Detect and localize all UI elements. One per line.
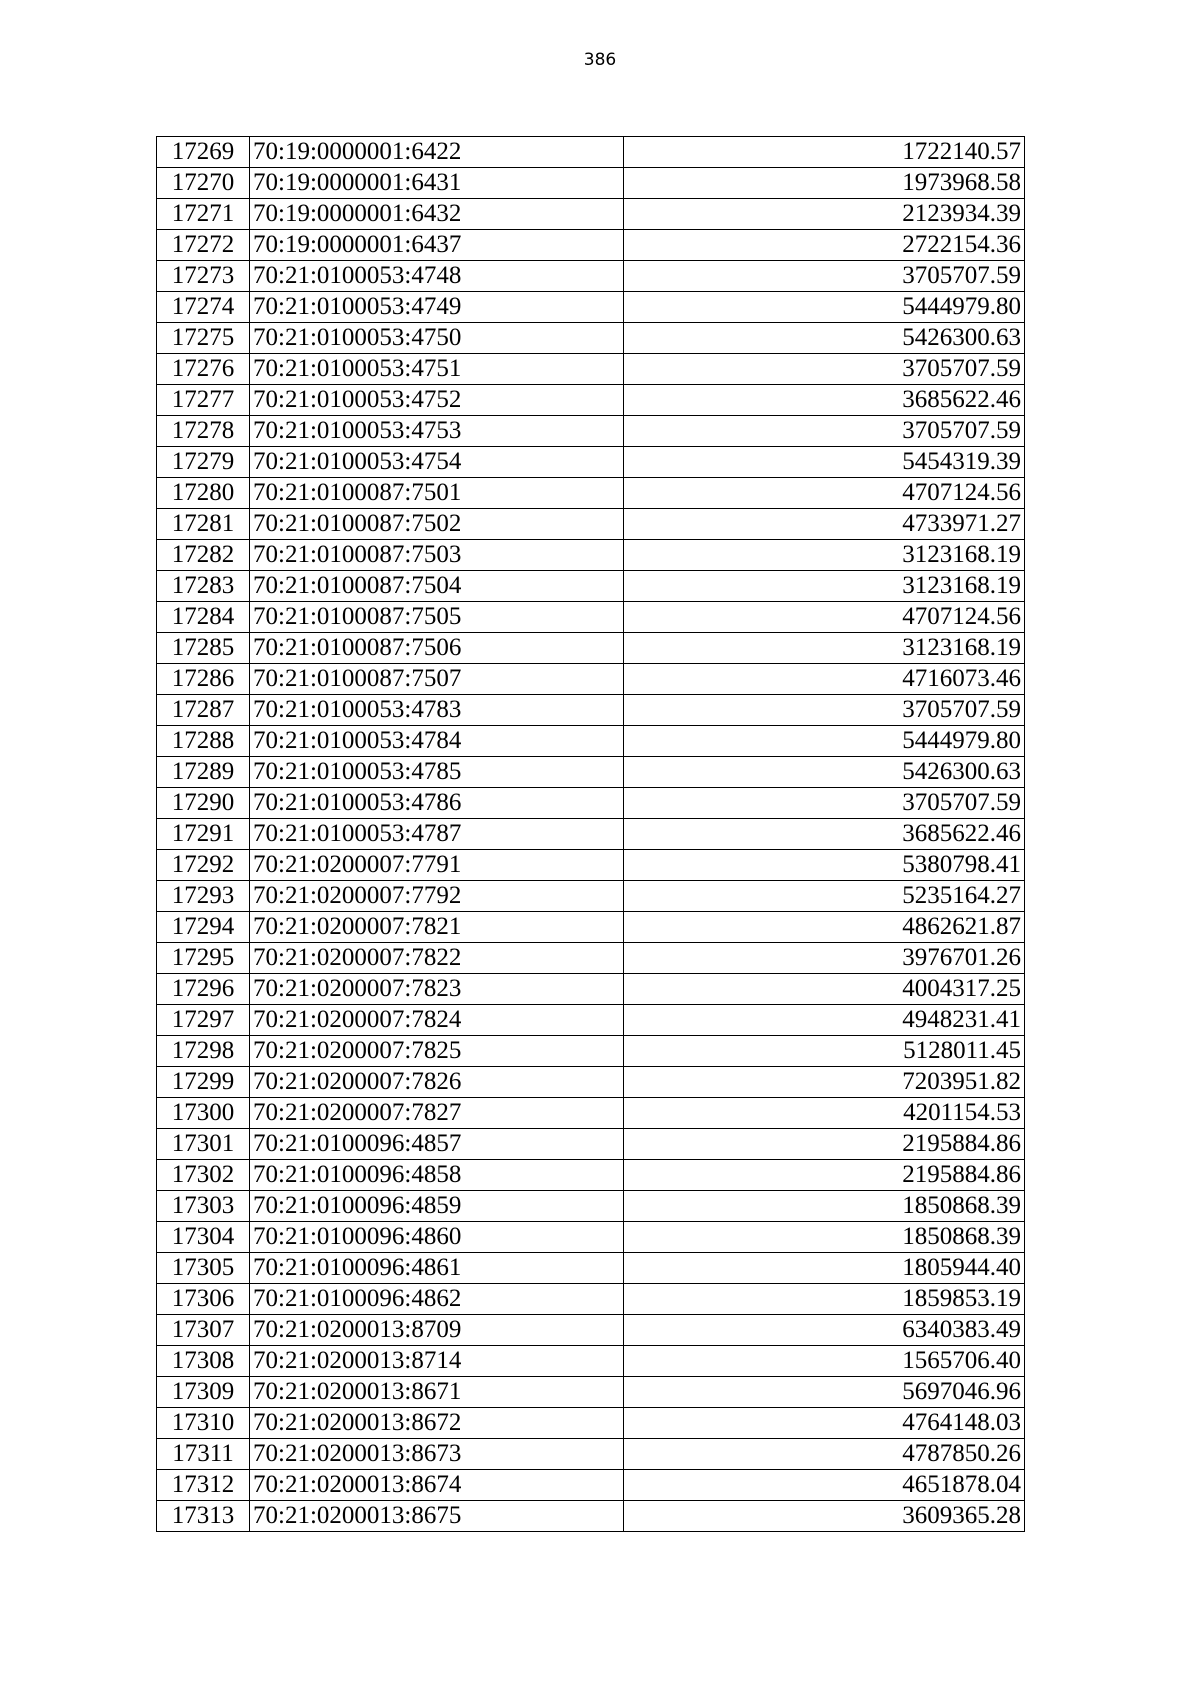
row-number-cell: 17303 (157, 1191, 250, 1222)
cadastral-value-cell: 1565706.40 (624, 1346, 1025, 1377)
table-row (157, 385, 1025, 416)
cadastral-value-cell: 4733971.27 (624, 509, 1025, 540)
row-number-cell: 17313 (157, 1501, 250, 1532)
row-number-cell: 17300 (157, 1098, 250, 1129)
cadastral-value-cell: 5128011.45 (624, 1036, 1025, 1067)
table-row (157, 881, 1025, 912)
cadastral-number-cell: 70:21:0100087:7505 (250, 602, 624, 633)
cadastral-number-cell: 70:21:0200007:7826 (250, 1067, 624, 1098)
row-number-cell: 17307 (157, 1315, 250, 1346)
row-number-cell: 17297 (157, 1005, 250, 1036)
row-number-cell: 17288 (157, 726, 250, 757)
row-number-cell: 17305 (157, 1253, 250, 1284)
row-number-cell: 17281 (157, 509, 250, 540)
table-row (157, 1253, 1025, 1284)
table-row (157, 478, 1025, 509)
cadastral-number-cell: 70:21:0200013:8671 (250, 1377, 624, 1408)
cadastral-value-cell: 2195884.86 (624, 1129, 1025, 1160)
row-number-cell: 17306 (157, 1284, 250, 1315)
table-row (157, 633, 1025, 664)
table-row (157, 1222, 1025, 1253)
row-number-cell: 17304 (157, 1222, 250, 1253)
table-row (157, 1377, 1025, 1408)
table-row (157, 1191, 1025, 1222)
row-number-cell: 17279 (157, 447, 250, 478)
table-row (157, 788, 1025, 819)
cadastral-number-cell: 70:21:0100096:4859 (250, 1191, 624, 1222)
cadastral-value-cell: 4862621.87 (624, 912, 1025, 943)
cadastral-number-cell: 70:21:0100087:7502 (250, 509, 624, 540)
table-row (157, 1005, 1025, 1036)
cadastral-value-cell: 7203951.82 (624, 1067, 1025, 1098)
cadastral-value-cell: 3705707.59 (624, 788, 1025, 819)
cadastral-value-cell: 4764148.03 (624, 1408, 1025, 1439)
cadastral-number-cell: 70:21:0200013:8672 (250, 1408, 624, 1439)
cadastral-number-cell: 70:21:0100087:7503 (250, 540, 624, 571)
cadastral-number-cell: 70:21:0200007:7823 (250, 974, 624, 1005)
cadastral-value-cell: 5235164.27 (624, 881, 1025, 912)
cadastral-value-cell: 1859853.19 (624, 1284, 1025, 1315)
row-number-cell: 17299 (157, 1067, 250, 1098)
cadastral-number-cell: 70:21:0100087:7504 (250, 571, 624, 602)
cadastral-value-cell: 5697046.96 (624, 1377, 1025, 1408)
table-row (157, 819, 1025, 850)
cadastral-number-cell: 70:21:0100053:4787 (250, 819, 624, 850)
cadastral-number-cell: 70:21:0100053:4748 (250, 261, 624, 292)
cadastral-value-cell: 6340383.49 (624, 1315, 1025, 1346)
cadastral-number-cell: 70:21:0100096:4861 (250, 1253, 624, 1284)
cadastral-value-cell: 3705707.59 (624, 261, 1025, 292)
table-row (157, 509, 1025, 540)
table-row (157, 416, 1025, 447)
table-row (157, 726, 1025, 757)
row-number-cell: 17293 (157, 881, 250, 912)
cadastral-value-cell: 3705707.59 (624, 416, 1025, 447)
table-row (157, 292, 1025, 323)
cadastral-number-cell: 70:21:0100053:4750 (250, 323, 624, 354)
cadastral-value-cell: 2722154.36 (624, 230, 1025, 261)
cadastral-number-cell: 70:21:0100087:7506 (250, 633, 624, 664)
cadastral-value-cell: 5426300.63 (624, 757, 1025, 788)
row-number-cell: 17309 (157, 1377, 250, 1408)
table-row (157, 1315, 1025, 1346)
cadastral-value-cell: 3609365.28 (624, 1501, 1025, 1532)
cadastral-number-cell: 70:21:0100053:4751 (250, 354, 624, 385)
cadastral-number-cell: 70:21:0200013:8714 (250, 1346, 624, 1377)
cadastral-number-cell: 70:21:0200007:7791 (250, 850, 624, 881)
cadastral-value-cell: 3705707.59 (624, 354, 1025, 385)
table-row (157, 168, 1025, 199)
cadastral-number-cell: 70:21:0100053:4783 (250, 695, 624, 726)
row-number-cell: 17302 (157, 1160, 250, 1191)
row-number-cell: 17290 (157, 788, 250, 819)
row-number-cell: 17276 (157, 354, 250, 385)
cadastral-number-cell: 70:21:0200007:7792 (250, 881, 624, 912)
table-row (157, 757, 1025, 788)
table-row (157, 1346, 1025, 1377)
cadastral-value-cell: 4707124.56 (624, 478, 1025, 509)
cadastral-number-cell: 70:21:0200013:8675 (250, 1501, 624, 1532)
cadastral-number-cell: 70:21:0200013:8674 (250, 1470, 624, 1501)
cadastral-value-cell: 5444979.80 (624, 292, 1025, 323)
table-row (157, 1284, 1025, 1315)
cadastral-value-cell: 4716073.46 (624, 664, 1025, 695)
cadastral-value-cell: 3976701.26 (624, 943, 1025, 974)
cadastral-value-cell: 3685622.46 (624, 385, 1025, 416)
cadastral-number-cell: 70:21:0100096:4858 (250, 1160, 624, 1191)
table-row (157, 1408, 1025, 1439)
row-number-cell: 17287 (157, 695, 250, 726)
table-row (157, 261, 1025, 292)
row-number-cell: 17294 (157, 912, 250, 943)
table-row (157, 943, 1025, 974)
cadastral-number-cell: 70:19:0000001:6431 (250, 168, 624, 199)
cadastral-number-cell: 70:21:0100053:4754 (250, 447, 624, 478)
table-row (157, 850, 1025, 881)
table-row (157, 1036, 1025, 1067)
cadastral-number-cell: 70:21:0200007:7824 (250, 1005, 624, 1036)
table-row (157, 354, 1025, 385)
table-row (157, 1470, 1025, 1501)
table-row (157, 1501, 1025, 1532)
table-row (157, 540, 1025, 571)
table-row (157, 695, 1025, 726)
row-number-cell: 17285 (157, 633, 250, 664)
table-body (157, 137, 1025, 1532)
row-number-cell: 17283 (157, 571, 250, 602)
cadastral-value-cell: 4948231.41 (624, 1005, 1025, 1036)
table-row (157, 974, 1025, 1005)
row-number-cell: 17308 (157, 1346, 250, 1377)
table-row (157, 323, 1025, 354)
row-number-cell: 17286 (157, 664, 250, 695)
row-number-cell: 17284 (157, 602, 250, 633)
cadastral-value-cell: 1722140.57 (624, 137, 1025, 168)
row-number-cell: 17298 (157, 1036, 250, 1067)
table-row (157, 199, 1025, 230)
table-row (157, 912, 1025, 943)
cadastral-number-cell: 70:21:0200007:7825 (250, 1036, 624, 1067)
cadastral-number-cell: 70:21:0200013:8673 (250, 1439, 624, 1470)
cadastral-value-cell: 5380798.41 (624, 850, 1025, 881)
cadastral-value-cell: 3123168.19 (624, 571, 1025, 602)
cadastral-number-cell: 70:21:0100096:4860 (250, 1222, 624, 1253)
page-number: 386 (583, 50, 617, 70)
row-number-cell: 17273 (157, 261, 250, 292)
cadastral-number-cell: 70:21:0100053:4784 (250, 726, 624, 757)
cadastral-value-cell: 3123168.19 (624, 633, 1025, 664)
row-number-cell: 17291 (157, 819, 250, 850)
table-row (157, 137, 1025, 168)
row-number-cell: 17312 (157, 1470, 250, 1501)
row-number-cell: 17296 (157, 974, 250, 1005)
cadastral-number-cell: 70:21:0100053:4749 (250, 292, 624, 323)
cadastral-number-cell: 70:19:0000001:6437 (250, 230, 624, 261)
cadastral-value-table (156, 136, 1025, 1532)
cadastral-number-cell: 70:21:0100096:4862 (250, 1284, 624, 1315)
table-row (157, 1439, 1025, 1470)
row-number-cell: 17271 (157, 199, 250, 230)
cadastral-number-cell: 70:21:0100053:4786 (250, 788, 624, 819)
row-number-cell: 17277 (157, 385, 250, 416)
cadastral-number-cell: 70:21:0100053:4753 (250, 416, 624, 447)
row-number-cell: 17282 (157, 540, 250, 571)
cadastral-value-cell: 4201154.53 (624, 1098, 1025, 1129)
row-number-cell: 17295 (157, 943, 250, 974)
cadastral-value-cell: 2195884.86 (624, 1160, 1025, 1191)
cadastral-value-cell: 2123934.39 (624, 199, 1025, 230)
table-row (157, 1067, 1025, 1098)
cadastral-number-cell: 70:19:0000001:6422 (250, 137, 624, 168)
cadastral-number-cell: 70:21:0200007:7827 (250, 1098, 624, 1129)
cadastral-value-cell: 1850868.39 (624, 1222, 1025, 1253)
row-number-cell: 17270 (157, 168, 250, 199)
cadastral-value-cell: 3705707.59 (624, 695, 1025, 726)
table-row (157, 230, 1025, 261)
row-number-cell: 17301 (157, 1129, 250, 1160)
table-row (157, 602, 1025, 633)
cadastral-number-cell: 70:19:0000001:6432 (250, 199, 624, 230)
row-number-cell: 17280 (157, 478, 250, 509)
table-row (157, 1129, 1025, 1160)
cadastral-value-cell: 5444979.80 (624, 726, 1025, 757)
row-number-cell: 17269 (157, 137, 250, 168)
cadastral-number-cell: 70:21:0100087:7501 (250, 478, 624, 509)
row-number-cell: 17311 (157, 1439, 250, 1470)
cadastral-value-cell: 4707124.56 (624, 602, 1025, 633)
cadastral-value-cell: 1850868.39 (624, 1191, 1025, 1222)
table-row (157, 447, 1025, 478)
cadastral-number-cell: 70:21:0100096:4857 (250, 1129, 624, 1160)
table-row (157, 1160, 1025, 1191)
row-number-cell: 17292 (157, 850, 250, 881)
cadastral-value-cell: 4787850.26 (624, 1439, 1025, 1470)
cadastral-number-cell: 70:21:0100053:4752 (250, 385, 624, 416)
cadastral-number-cell: 70:21:0200007:7822 (250, 943, 624, 974)
cadastral-value-cell: 1973968.58 (624, 168, 1025, 199)
cadastral-number-cell: 70:21:0100087:7507 (250, 664, 624, 695)
row-number-cell: 17310 (157, 1408, 250, 1439)
cadastral-value-cell: 5426300.63 (624, 323, 1025, 354)
cadastral-value-cell: 4651878.04 (624, 1470, 1025, 1501)
cadastral-value-cell: 3685622.46 (624, 819, 1025, 850)
cadastral-number-cell: 70:21:0200007:7821 (250, 912, 624, 943)
cadastral-number-cell: 70:21:0100053:4785 (250, 757, 624, 788)
cadastral-number-cell: 70:21:0200013:8709 (250, 1315, 624, 1346)
row-number-cell: 17274 (157, 292, 250, 323)
table-row (157, 571, 1025, 602)
table-row (157, 1098, 1025, 1129)
row-number-cell: 17275 (157, 323, 250, 354)
row-number-cell: 17272 (157, 230, 250, 261)
table-row (157, 664, 1025, 695)
cadastral-value-cell: 3123168.19 (624, 540, 1025, 571)
cadastral-value-cell: 1805944.40 (624, 1253, 1025, 1284)
cadastral-value-cell: 4004317.25 (624, 974, 1025, 1005)
cadastral-value-cell: 5454319.39 (624, 447, 1025, 478)
row-number-cell: 17289 (157, 757, 250, 788)
row-number-cell: 17278 (157, 416, 250, 447)
